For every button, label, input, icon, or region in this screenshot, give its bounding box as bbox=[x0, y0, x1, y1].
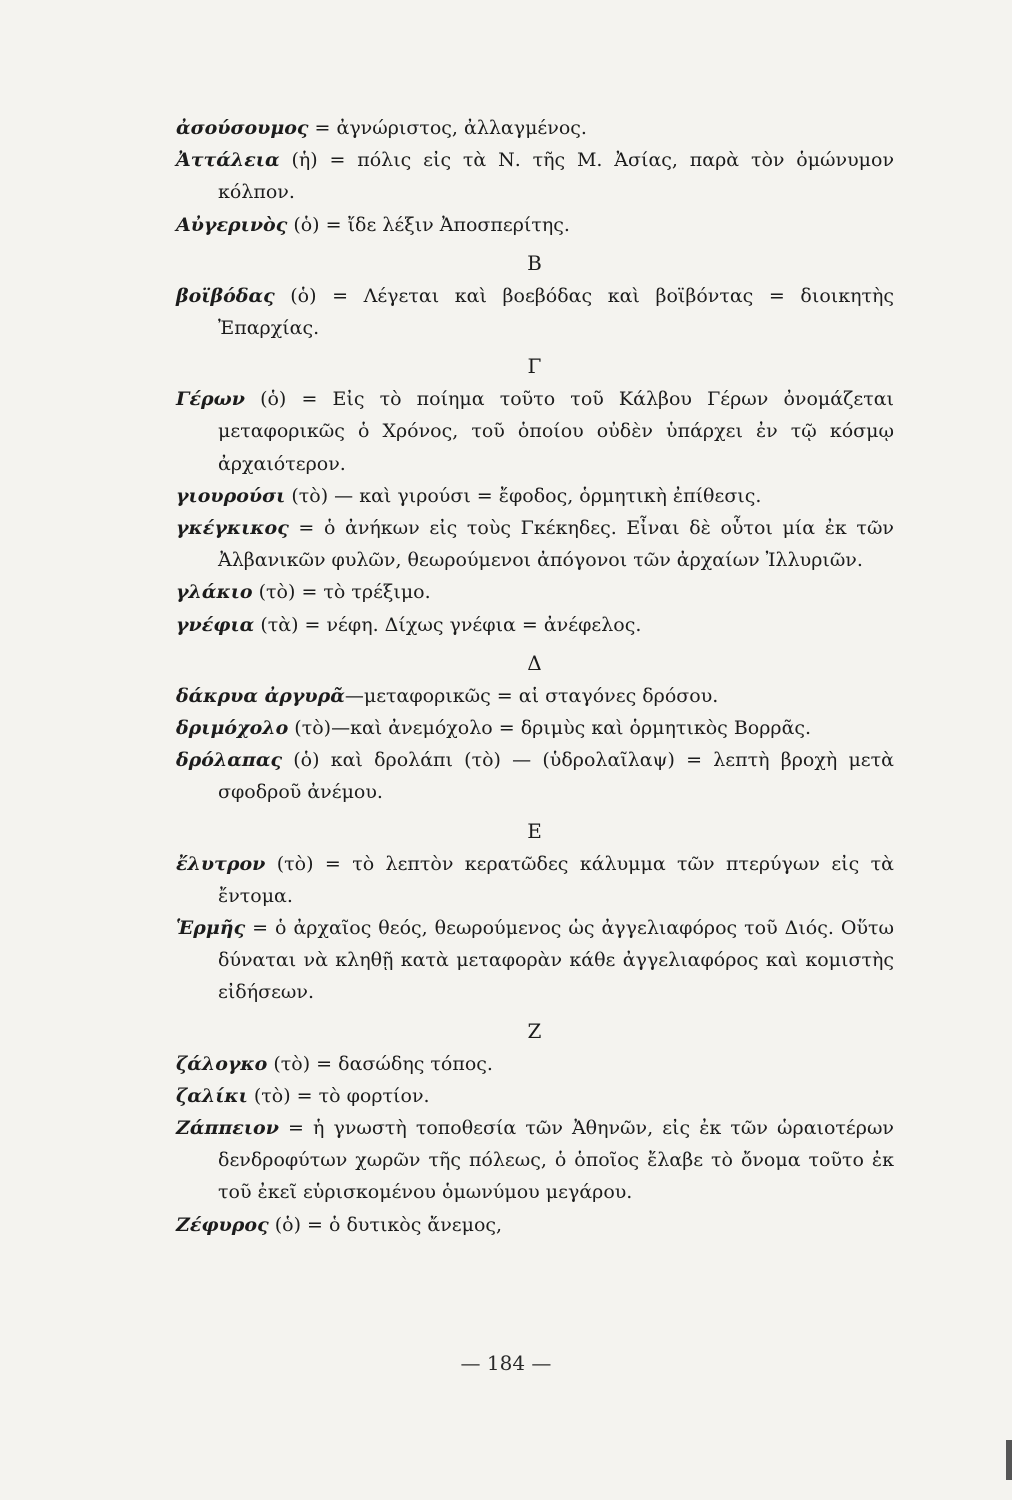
definition: (τὸ) = δασώδης τόπος. bbox=[267, 1052, 493, 1075]
headword: Ἀττάλεια bbox=[176, 149, 280, 172]
glossary-entry bbox=[176, 1112, 894, 1209]
headword: Αὐγερινὸς bbox=[176, 213, 288, 236]
glossary-section bbox=[176, 112, 894, 241]
definition: —μεταφορικῶς = αἱ σταγόνες δρόσου. bbox=[344, 684, 719, 707]
glossary-entry bbox=[176, 912, 894, 1009]
glossary-body bbox=[176, 112, 894, 1241]
definition: (ὁ) = Εἰς τὸ ποίημα τοῦτο τοῦ Κάλβου Γέρων ὀνομάζεται μεταφορικῶς ὁ Χρόνος, τοῦ ὁποίου οὐδὲν ὑπάρχει ἐν τῷ κόσμῳ ἀρχαιότερον. bbox=[218, 388, 894, 475]
page-number: — 184 — bbox=[460, 1351, 552, 1375]
definition: (τὸ) = τὸ τρέξιμο. bbox=[252, 581, 431, 604]
glossary-entry bbox=[176, 383, 894, 480]
definition: (ὁ) = Λέγεται καὶ βοεβόδας καὶ βοϊβόντας = διοικητὴς Ἐπαρχίας. bbox=[218, 284, 894, 340]
headword: ἀσούσουμος bbox=[176, 117, 309, 139]
glossary-entry bbox=[176, 280, 894, 344]
section-letter-heading: Ζ bbox=[527, 1018, 543, 1043]
headword: Ἑρμῆς bbox=[176, 917, 246, 940]
glossary-section bbox=[176, 248, 894, 344]
section-letter-heading: Β bbox=[527, 250, 543, 275]
headword: δρόλαπας bbox=[176, 749, 283, 772]
glossary-section bbox=[176, 1016, 894, 1241]
headword: γιουρούσι bbox=[176, 484, 286, 507]
glossary-entry bbox=[176, 744, 894, 808]
glossary-entry bbox=[176, 112, 894, 144]
headword: ἔλυτρον bbox=[176, 852, 266, 875]
definition: (ὁ) = ὁ δυτικὸς ἄνεμος, bbox=[268, 1213, 503, 1236]
glossary-section bbox=[176, 351, 894, 641]
definition: (τὸ)—καὶ ἀνεμόχολο = δριμὺς καὶ ὁρμητικὸς Βορρᾶς. bbox=[288, 717, 812, 740]
definition: (τὰ) = νέφη. Δίχως γνέφια = ἀνέφελος. bbox=[254, 613, 642, 636]
definition: (ἡ) = πόλις εἰς τὰ Ν. τῆς Μ. Ἀσίας, παρὰ τὸν ὁμώνυμον κόλπον. bbox=[218, 149, 894, 204]
glossary-entry bbox=[176, 209, 894, 241]
glossary-entry bbox=[176, 680, 894, 712]
glossary-entry bbox=[176, 609, 894, 641]
headword: δριμόχολο bbox=[176, 717, 289, 740]
definition: = ὁ ἀνήκων εἰς τοὺς Γκέκηδες. Εἶναι δὲ οὗτοι μία ἐκ τῶν Ἀλβανικῶν φυλῶν, θεωρούμενοι ἀπόγονοι τῶν ἀρχαίων Ἰλλυριῶν. bbox=[218, 517, 894, 572]
glossary-entry bbox=[176, 1080, 894, 1112]
headword: γκέγκικος bbox=[176, 517, 289, 540]
headword: Ζέφυρος bbox=[176, 1213, 269, 1236]
headword: γνέφια bbox=[176, 613, 255, 636]
definition: = ὁ ἀρχαῖος θεός, θεωρούμενος ὡς ἀγγελιαφόρος τοῦ Διός. Οὕτω δύναται νὰ κληθῇ κατὰ μεταφορὰν κάθε ἀγγελιαφόρος καὶ κομιστὴς εἰδήσεων. bbox=[218, 917, 894, 1004]
glossary-entry bbox=[176, 712, 894, 744]
headword: ζάλογκο bbox=[176, 1052, 268, 1075]
headword: Ζάππειον bbox=[176, 1117, 279, 1140]
glossary-section bbox=[176, 648, 894, 809]
glossary-entry bbox=[176, 1048, 894, 1080]
definition: (τὸ) = τὸ φορτίον. bbox=[247, 1084, 430, 1107]
section-letter-heading: Γ bbox=[527, 354, 543, 379]
definition: (τὸ) = τὸ λεπτὸν κερατῶδες κάλυμμα τῶν πτερύγων εἰς τὰ ἔντομα. bbox=[218, 852, 894, 907]
definition: = ἀγνώριστος, ἀλλαγμένος. bbox=[308, 117, 587, 139]
headword: βοϊβόδας bbox=[176, 284, 275, 307]
glossary-section bbox=[176, 816, 894, 1009]
section-letter-heading: Δ bbox=[527, 650, 543, 675]
definition: (ὁ) = ἴδε λέξιν Ἀποσπερίτης. bbox=[287, 213, 570, 236]
definition: (τὸ) — καὶ γιρούσι = ἔφοδος, ὁρμητικὴ ἐπίθεσις. bbox=[285, 484, 762, 507]
glossary-entry bbox=[176, 512, 894, 576]
page-edge-mark bbox=[1006, 1440, 1012, 1480]
definition: (ὁ) καὶ δρολάπι (τὸ) — (ὑδρολαῖλαψ) = λεπτὴ βροχὴ μετὰ σφοδροῦ ἀνέμου. bbox=[218, 749, 894, 804]
glossary-entry bbox=[176, 144, 894, 208]
glossary-entry bbox=[176, 1209, 894, 1241]
glossary-entry bbox=[176, 848, 894, 912]
section-letter-heading: Ε bbox=[527, 818, 543, 843]
headword: Γέρων bbox=[176, 388, 245, 411]
glossary-entry bbox=[176, 576, 894, 608]
headword: ζαλίκι bbox=[176, 1084, 248, 1107]
headword: γλάκιο bbox=[176, 581, 253, 604]
definition: = ἡ γνωστὴ τοποθεσία τῶν Ἀθηνῶν, εἰς ἐκ τῶν ὡραιοτέρων δενδροφύτων χωρῶν τῆς πόλεως, ὁ ὁποῖος ἔλαβε τὸ ὄνομα τοῦτο ἐκ τοῦ ἐκεῖ εὑρισκομένου ὁμωνύμου μεγάρου. bbox=[218, 1117, 894, 1204]
headword: δάκρυα ἀργυρᾶ bbox=[176, 684, 345, 707]
glossary-entry bbox=[176, 480, 894, 512]
